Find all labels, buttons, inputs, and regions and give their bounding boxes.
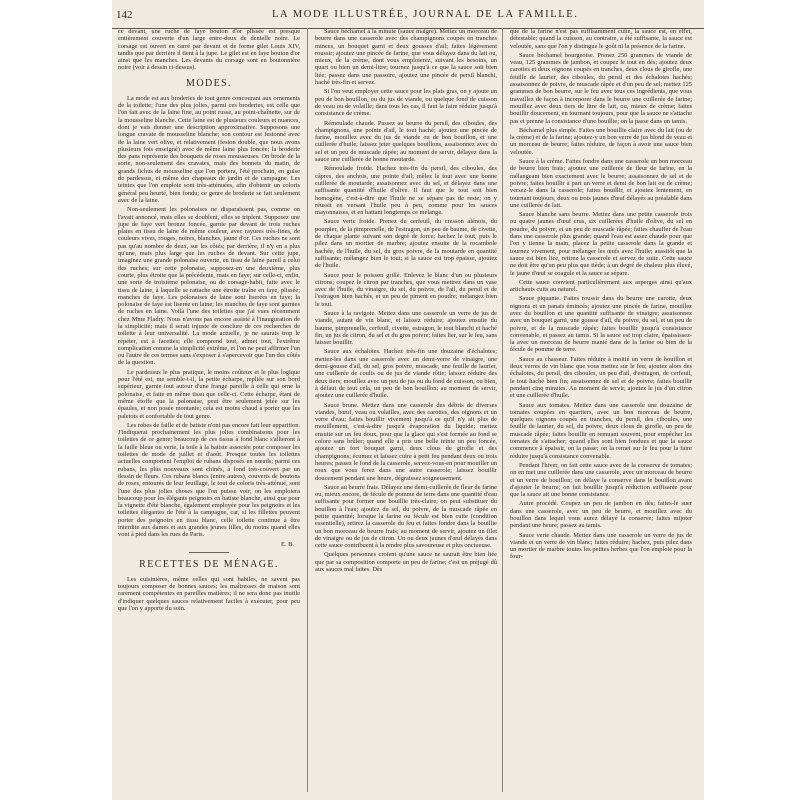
column-1 <box>118 28 300 792</box>
recipe-paragraph: Cette sauce convient particulièrement aux asperges ainsi qu'aux artichauts cuits au naturel. <box>510 278 692 294</box>
column-rule-right <box>502 28 503 792</box>
recipe-paragraph: Pendant l'hiver, on fait cette sauce avec de la conserve de tomates; on en met une cuillerée dans une casserole, avec un morceau de beurre et un verre de bouillon; on délaye la conserve dans le bouillon avant d'ajouter le beurre; on fait bouillir jusqu'à réduction suffisante pour que la sauce ait une bonne consistance. <box>510 461 692 499</box>
recipe-paragraph: Sauce blanche sans beurre. Mettez dans une petite casserole trois ou quatre jaunes d'œuf crus, six cuillerées d'huile d'olive, du sel en poudre, du poivre, et un peu de muscade râpée; faites chauffer de l'eau dans une casserole plus grande; quand l'eau est assez chaude pour que l'on y tienne la main, placez la petite casserole dans la grande et tournez vivement, pour mélanger les œufs avec l'huile; aussitôt que la sauce est bien liée, retirez la casserole et servez de suite. Cette sauce ne doit être qu'un peu plus que tiède; à un degré de chaleur plus élevé, le jaune d'œuf se coagule et la sauce se sépare. <box>510 211 692 277</box>
recipe-paragraph: Rémoulade froide. Hachez très-fin du persil, des ciboules, des câpres, des anchois, une pointe d'ail; mêlez le tout avec une bonne cuillerée de moutarde; assaisonnez avec du sel, et délayez dans une suffisante quantité d'huile d'olive. Il faut que le tout soit bien homogène, c'est-à-dire que l'huile ne se sépare pas de reste; on y réussit en versant l'huile peu à peu, comme pour les sauces mayonnaises, et en battant longtemps ce mélange. <box>315 165 497 217</box>
intro-paragraph: ce devant, une ruche de faye bouton d'or plissée est presque entièrement couverte d'un large entre-deux de dentelle noire. Le corsage est ouvert en carré par devant et de forme gilet Louis XIV, tandis que par derrière il tient à la jupe. Le gilet est en faye bouton d'or ainsi que les manches. Les devants du corsage sont en boutonnière noire (voir à dessin ci-dessus). <box>118 28 300 72</box>
recipe-paragraph: Sauce au beurre frais. Délayez une demi-cuillerée de fleur de farine ou, mieux encore, de fécule de pomme de terre dans une quantité d'eau suffisante pour former une bouillie très-claire; on peut substituer du bouillon à l'eau; ajoutez du sel, du poivre, de la muscade râpée en petite quantité; lorsque la farine ou fécule est bien cuite (condition essentielle), retirez la casserole du feu et faites fondre dans la bouillie un bon morceau de beurre frais; au moment de servir, ajoutez un filet de vinaigre ou de jus de citron. Un ou deux jaunes d'œuf délayés dans cette sauce contribuent à la rendre plus savoureuse et plus onctueuse. <box>315 483 497 550</box>
modes-paragraph: La mode est aux broderies de tout genre concourant aux ornements de la toilette; l'une des plus jolies, parmi ces broderies, est celle que l'on fait avec de la laine fine, au point russe, au point-chaînette, sur de la mousseline blanche. Cette laine est de plusieurs couleurs et nuances, dont je vais donner une description approximative. Supposons une longue cravate de mousseline blanche; son contour est festonné avec de la laine vert olive, et relativement (feston double, que nous avons plusieurs fois enseigné) avec de même laine plus foncée; la broderie des pans représente des bouquets de roses mousseuses. On brode de la sorte, non-seulement des cravates, mais des bonnets du matin, de grands fichus de mousseline que l'on portera, l'été prochain, en guise de pardessus, et même des chapeaux de jardin et de campagne. Les teintes que l'on emploie sont très-atténuées, afin d'obtenir un coloris général peu heurté, bien fondu; ce genre de broderie se fait seulement avec de la laine. <box>118 94 300 204</box>
modes-heading: MODES. <box>186 77 232 89</box>
recipe-paragraph: Quelques personnes croient qu'une sauce ne saurait être bien liée que par sa composition comporte un peu de farine; c'est un préjugé dû aux sauces mal faites. Dès <box>315 551 497 574</box>
recipe-paragraph: Sauce au chasseur. Faites réduire à moitié un verre de bouillon et deux verres de vin blanc que vous mettez sur le feu; ajoutez alors des échalotes, du persil, des ciboules, un peu d'ail, d'estragon, de cerfeuil, le tout haché bien fin; assaisonnez de sel et de poivre; faites bouillir pendant cinq minutes. Au moment de servir, ajoutez le jus d'un citron et une cuillerée d'huile. <box>510 355 692 400</box>
recipe-paragraph: Sauce brune. Mettez dans une casserole des débris de diverses viandes, bœuf, veau ou volailles, avec des carottes, des oignons et un verre d'eau; faites bouillir vivement jusqu'à ce qu'il n'y ait plus de mouillement, c'est-à-dire jusqu'à évaporation du liquide; mettez ensuite sur un feu doux, pour que la glace qui s'est formée au fond se colore sans brûler; quand elle a pris une belle teinte un peu foncée, ajoutez un fort bouquet garni, deux clous de girofle et des champignons; écumez et laissez cuire à petit feu pendant deux ou trois heures; passez le fond de la casserole, servez-vous-en pour mouiller un roux que vous ferez dans une autre casserole; laissez bouillir doucement pendant une heure, dégraissez soigneusement. <box>315 401 497 482</box>
newspaper-page <box>112 0 704 800</box>
page-header <box>112 6 704 24</box>
recipe-paragraph: Sauce à la ravigote. Mettez dans une casserole un verre de jus de viande, autant de vin blanc, et laissez réduire; ajoutez ensuite du baume, pimprenelle, cerfeuil, civette, estragon, le tout blanchi et haché fin, un jus de citron, du sel et du gros poivre; faites lier, sur le feu, sans laisser bouillir. <box>315 309 497 347</box>
recipe-paragraph: Sauce piquante. Faites roussir dans du beurre une carotte, deux oignons et un panais émincés; ajoutez une pincée de farine, mouillez avec du bouillon et une quantité suffisante de vinaigre; assaisonnez avec un bouquet garni, une gousse d'ail, du poivre, du sel, et un peu de poivre, et de la muscade râpée; faites bouillir jusqu'à consistance convenable, et passez au tamis. Si la sauce est trop claire, épaississez-la avec un morceau de beurre manié dans de la farine ou bien de la fécule de pomme de terre. <box>510 295 692 354</box>
recipe-paragraph: Sauce pour le poisson grillé. Enlevez le blanc d'un ou plusieurs citrons; coupez le citron par tranches, que vous mettrez dans un vase avec de l'huile, du vinaigre, du sel, du poivre, de l'ail, du persil et de l'estragon bien hachés, et un peu de piment en poudre; mélangez bien le tout. <box>315 271 497 308</box>
modes-paragraph: Les robes de faille et de batiste n'ont pas encore fait leur apparition. J'indiquerai prochainement les plus jolies combinaisons pour les toilettes de ce genre; beaucoup de ces tissus à fond blanc s'allieront à la faille bleue ou verte, la toile à la batiste associée pour composer les toilettes de mode de juillet et d'août. Presque toutes les toilettes actuelles comportent l'emploi de rubans disposés en nœuds; parmi ces rubans, les plus nouveaux sont chinés, à fond très-couvert par un dessin de fleurs. Ces rubans blancs (entre autres), couverts de boutons de roses, entourés de leur feuillage, le tout de coloris très-atténué, sont l'une des plus jolies choses que l'on puisse voir; on les emploiera beaucoup pour les élégants peignoirs en batiste blanche, ainsi que pour la vignette d'été blanche, également employée pour les peignoirs et les toilettes élégantes de l'été à la campagne, car, si les fillettes peuvent porter des peignoirs en tissu blanc, celle toilette continue à être interdite aux dames et aux grandes jeunes filles, du moins quand elles vont à pied dans les rues de Paris. <box>118 421 300 539</box>
author-signature: E. B. <box>281 540 294 548</box>
recipe-paragraph: Sauce à la crème. Faites fondre dans une casserole un bon morceau de beurre bien frais; ajoutez une cuillerée de fleur de farine, en la mélangeant bien exactement avec le beurre; assaisonnez de sel et de poivre; faites bouillir à part un verre et demi de bon lait ou de crème; versez-le dans la casserole; faites bouillir, et ajoutez lentement, en tournant toujours, deux ou trois jaunes d'œuf délayés au préalable dans une cuillerée de lait. <box>510 158 692 209</box>
recettes-heading: RECETTES DE MÉNAGE. <box>139 558 279 570</box>
recipe-paragraph: que de la farine n'est pas suffisamment cuite, la sauce est, en effet, détestable; quand la cuisson, au contraire, a été suffisante, la sauce est veloutée, sans que l'on y distingue le goût ni la présence de la farine. <box>510 28 692 50</box>
column-3 <box>510 28 692 792</box>
recipe-paragraph: Sauce aux échalotes. Hachez très-fin une douzaine d'échalotes; mettez-les dans une casserole avec un demi-verre de vinaigre, une demi-gousse d'ail, du sel, gros poivre, muscade, une feuille de laurier, une cuillerée de coulis ou de jus de viande rôtie; laissez réduire des deux tiers; mouillez avec un peu de jus ou du fond de cuisson, ou bien, à défaut de tout cela, un peu de bon bouillon; au moment de servir, ajoutez une cuillerée d'huile. <box>315 348 497 400</box>
recipe-paragraph: Rémoulade chaude. Passez au beurre du persil, des ciboules, des champignons, une pointe d'ail, le tout haché; ajoutez une pincée de farine, mouillez avec du jus de viande ou de bon bouillon, et une cuillerée d'huile; laissez jeter quelques bouillons, assaisonnez avec du sel et un peu de muscade râpée; au moment de servir, délayez dans la sauce une cuillerée de bonne moutarde. <box>315 119 497 164</box>
recipe-paragraph: Sauce béchamel à la minute (sauce maigre). Mettez un morceau de beurre dans une casserole avec des champignons coupés en tranches minces, un bouquet garni et deux gousses d'ail; faites légèrement roussir; ajoutez une pincée de farine, que vous délayez dans du lait ou, mieux, de la crème, dont vous emploierez, suivant les besoins, un quart ou bien un demi-litre; tournez jusqu'à ce que la sauce soit bien liée; passez dans une passoire, ajoutez une pincée de persil blanchi, haché très-fin et servez. <box>315 28 497 87</box>
section-separator <box>189 552 229 553</box>
modes-paragraph: Non-seulement les polonaises ne disparaissent pas, comme on l'avait annoncé, mais elles se doublent, elles se triplent. Supposez une jupe de faye vert bronze foncée, garnie par devant de trois ruches plates en tissu de laine de même couleur, avec rayures très-fines, de couleurs vives, rouges, noires, blanches, jaune d'or. Ces ruches ne sont pas qu'au nombre de deux, sur les côtés; par derrière, il n'y en a plus qu'une, mais plus large que les ruches de devant. Sur cette jupe, imaginez une grande polonaise ouverte, en tissu de laine pareil à celui des ruches; sur cette polonaise, supposez-en une deuxième, plus courte, plus étroite que la précédente, mais en faye; sur celle-ci, enfin, une sorte de troisième polonaise, ou de corsage-habit, faite avec le tissu de laine, à laquelle se rattache une étroite traîne en faye, plissée; manches de faye. Les polonaises de laine sont liserées en faye; la polonaise de faye est liserée en laine; les manches de faye sont garnies de ruches en laine. Voilà l'une des toilettes que j'ai vues récemment chez Mme Fladry. Nous n'avons pas encore assisté à l'inauguration de la simplicité; mais il serait injuste de conclure de ces recherches de toilette à leur universalité. La mode actuelle, je ne saurais trop le répéter, est à facettes; elle comprend tout, admet tout, l'extrême complication comme la simplicité extrême, et l'on ne peut affirmer l'un ou l'autre de ces termes sans s'exposer à s'apercevoir que l'un des côtés de la question. <box>118 206 300 367</box>
recipe-paragraph: Sauce verte froide. Prenez du cerfeuil, du cresson alénois, du pourpier, de la pimprenelle, de l'estragon, un peu de baume, de civette, de chaque plante suivant son degré de force; hachez le tout, puis le pilez dans un mortier de marbre; ajoutez ensuite de la rocambole hachée, de l'huile, du sel, du gros poivre, de la moutarde en quantité suffisante; mélangez bien le tout; si la sauce est trop épaisse, ajoutez de l'huile. <box>315 218 497 270</box>
recipe-paragraph: Sauce béchamel bourgeoise. Prenez 250 grammes de viande de veau, 125 grammes de jambon, et coupez le tout en dés; ajoutez deux carottes et deux oignons coupés en tranches, deux clous de girofle, une feuille de laurier, des ciboules, du persil et des échalotes hachés; assaisonnez de poivre, de muscade râpée et d'un peu de sel; mettez 125 grammes de bon beurre, sur le feu avec tous ces ingrédients, que vous travaillez de façon à incorporer dans le beurre une cuillerée de farine; mouillez avec deux tiers de litre de lait, ou, mieux de crème; faites bouillir doucement, en tournant toujours, pour que la sauce ne s'attache pas et prenne la consistance d'une bouillie; on la passe dans un tamis. <box>510 51 692 125</box>
recipe-paragraph: Sauce aux tomates. Mettez dans une casserole une douzaine de tomates coupées en quartiers, avec un bon morceau de beurre, quelques oignons coupés en tranches, du persil, des ciboules, une feuille de laurier, du sel, du poivre, deux clous de girofle, un peu de muscade râpée; faites bouillir en remuant souvent, pour empêcher les tomates de s'attacher; quand elles sont bien fondues et que la sauce commence à épaissir, on la passe; on la remet sur le feu pour la faire réduire jusqu'à consistance convenable. <box>510 401 692 460</box>
recettes-paragraph: Les cuisinières, même celles qui sont habiles, ne savent pas toujours composer de bonnes sauces; les maîtresses de maison sont rarement compétentes en pareilles matières; il ne sera donc pas inutile d'indiquer quelques sauces relativement faciles à exécuter, pour peu que l'on y apporte du soin. <box>118 575 300 613</box>
column-rule-left <box>307 28 308 792</box>
modes-paragraph: Le pardessus le plus pratique, le moins coûteux et le plus logique pour l'été est, me semble-t-il, la petite écharpe, repliée sur son bord supérieur, garnie tout autour d'une frange pareille à celle qui orne la polonaise, et faite en même tissu que celle-ci. Cette écharpe, étant de même étoffe que la polonaise, peut être seulement jetée sur les épaules, et non posée montante; cela est moins chaud à porter que les paletots et confortable de tout genre. <box>118 368 300 420</box>
page-number: 142 <box>116 9 133 21</box>
recipe-paragraph: Si l'on veut employer cette sauce pour les plats gras, on y ajoute un peu de bon bouillon, ou du jus de viande, ou quelque fond de cuisson de veau ou de volaille; dans tous les cas, il faut la faire réduire jusqu'à consistance de crème. <box>315 88 497 118</box>
journal-title: LA MODE ILLUSTRÉE, JOURNAL DE LA FAMILLE. <box>272 9 579 20</box>
recipe-paragraph: Autre procédé. Coupez un peu de jambon en dés; faites-le suer dans une casserole, avec un peu de beurre, et mouillez avec du bouillon dans lequel vous aurez délayé la conserve; faites mijoter pendant une heure; passez au tamis. <box>510 500 692 530</box>
recipe-paragraph: Sauce verte chaude. Mettez dans une casserole un verre de jus de viande et un verre de vin blanc; faites réduire; hachez, puis pilez dans un mortier de marbre toutes les petites herbes que l'on emploie pour la four- <box>510 531 692 561</box>
column-2 <box>315 28 497 792</box>
recipe-paragraph: Béchamel plus simple. Faites une bouillie claire avec du lait (ou de la crème) et de la farine; ajoutez-y un bon verre de jus blond de veau et un morceau de beurre; faites réduire, de façon à avoir une sauce bien veloutée. <box>510 126 692 156</box>
